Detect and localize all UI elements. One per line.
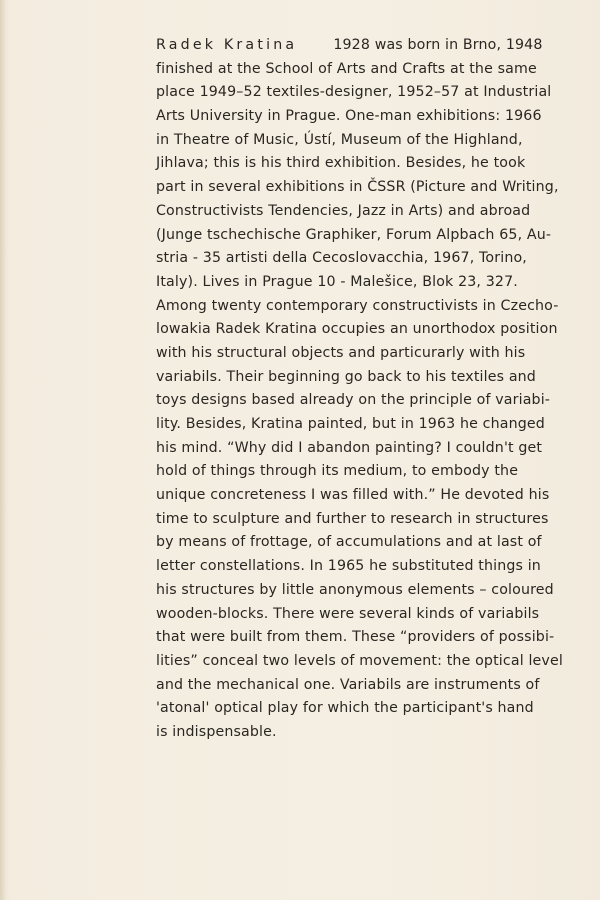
- text-line: is indispensable.: [156, 723, 277, 740]
- text-line: finished at the School of Arts and Crafts at the same: [156, 60, 537, 77]
- text-line: his structures by little anonymous elements – coloured: [156, 581, 554, 598]
- text-line: Italy). Lives in Prague 10 - Malešice, Blok 23, 327.: [156, 273, 518, 290]
- text-line-first: [156, 34, 556, 58]
- text-line: (Junge tschechische Graphiker, Forum Alpbach 65, Au-: [156, 226, 552, 243]
- text-line: lities” conceal two levels of movement: the optical level: [156, 652, 563, 669]
- text-line: with his structural objects and particurarly with his: [156, 344, 526, 361]
- text-line: Jihlava; this is his third exhibition. Besides, he took: [156, 155, 526, 172]
- text-line: part in several exhibitions in ČSSR (Picture and Writing,: [156, 179, 559, 196]
- text-line: 1928 was born in Brno, 1948: [333, 37, 543, 53]
- text-line: variabils. Their beginning go back to his textiles and: [156, 368, 536, 385]
- text-line: letter constellations. In 1965 he substituted things in: [156, 558, 541, 575]
- text-line: 'atonal' optical play for which the participant's hand: [156, 700, 534, 717]
- text-line: Among twenty contemporary constructivists in Czecho-: [156, 297, 559, 314]
- biography-text: [156, 34, 563, 745]
- text-line: that were built from them. These “providers of possibi-: [156, 629, 555, 646]
- text-line: and the mechanical one. Variabils are instruments of: [156, 676, 540, 693]
- text-line: unique concreteness I was filled with.” He devoted his: [156, 487, 550, 504]
- page-edge-shadow: [0, 0, 6, 900]
- author-name: Radek Kratina: [156, 37, 298, 53]
- text-line: hold of things through its medium, to embody the: [156, 463, 519, 480]
- text-line: Constructivists Tendencies, Jazz in Arts) and abroad: [156, 202, 531, 219]
- text-line: Arts University in Prague. One-man exhibitions: 1966: [156, 108, 542, 125]
- text-line: wooden-blocks. There were several kinds of variabils: [156, 605, 540, 622]
- text-line: by means of frottage, of accumulations and at last of: [156, 534, 542, 551]
- text-line: his mind. “Why did I abandon painting? I couldn't get: [156, 439, 543, 456]
- text-line: lity. Besides, Kratina painted, but in 1963 he changed: [156, 416, 545, 432]
- text-line: stria - 35 artisti della Cecoslovacchia, 1967, Torino,: [156, 250, 527, 267]
- text-line: place 1949–52 textiles-designer, 1952–57 at Industrial: [156, 84, 552, 101]
- text-line: time to sculpture and further to research in structures: [156, 510, 549, 527]
- text-line: in Theatre of Music, Ústí, Museum of the Highland,: [156, 131, 523, 148]
- text-line: toys designs based already on the principle of variabi-: [156, 392, 551, 409]
- text-line: lowakia Radek Kratina occupies an unorthodox position: [156, 321, 558, 338]
